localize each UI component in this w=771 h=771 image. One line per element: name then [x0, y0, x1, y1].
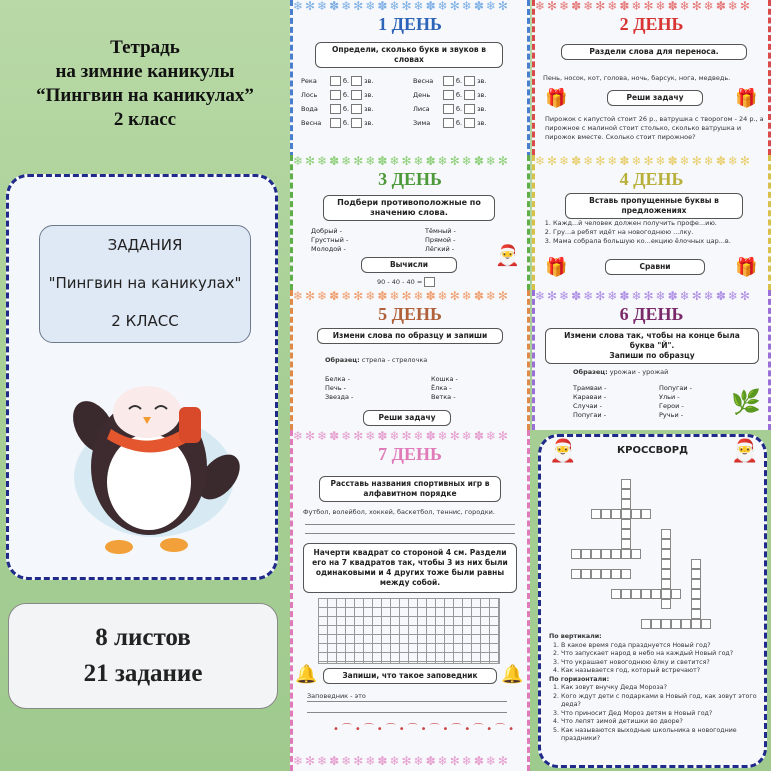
crossword-cell [681, 619, 691, 629]
task-box: Запиши, что такое заповедник [323, 668, 497, 684]
santa-icon: 🎅 [495, 243, 520, 267]
gift-icon: 🎁 [545, 257, 568, 278]
answer-line [305, 533, 515, 534]
crossword-cell [571, 569, 581, 579]
crossword-cell [661, 619, 671, 629]
gift-icon: 🎁 [545, 88, 568, 109]
day-title: 6 ДЕНЬ [619, 304, 684, 324]
bells-icon: 🔔 [295, 664, 318, 685]
grid-paper [318, 598, 500, 664]
title-line: на зимние каникулы [55, 61, 235, 82]
title-line: “Пингвин на каникулах” [36, 85, 254, 106]
crossword-cell [621, 549, 631, 559]
crossword-cell [691, 559, 701, 569]
task-box: Вычисли [361, 257, 457, 273]
sample: Образец: урожаи - урожай [573, 368, 669, 376]
answer-line [305, 524, 515, 525]
task-count: 21 задание [83, 660, 203, 687]
crossword-cell [631, 589, 641, 599]
day-title: 1 ДЕНЬ [378, 14, 442, 34]
sports-words: Футбол, волейбол, хоккей, баскетбол, теннис, городки. [303, 508, 495, 516]
promo-title [10, 36, 280, 132]
cover-line: 2 КЛАСС [111, 312, 179, 330]
crossword-cell [631, 509, 641, 519]
crossword-cell [641, 589, 651, 599]
task-box: Реши задачу [363, 410, 451, 426]
cover-page [6, 174, 278, 580]
word-column-right: Кошка - Ёлка - Ветка - [431, 375, 458, 401]
word-column-left: Белка - Печь - Звезда - [325, 375, 354, 401]
crossword-cell [691, 579, 701, 589]
crossword-cell [661, 589, 671, 599]
crossword-cell [621, 569, 631, 579]
crossword-cell [691, 599, 701, 609]
task-box: Раздели слова для переноса. [561, 44, 747, 60]
crossword-cell [661, 559, 671, 569]
crossword-cell [691, 619, 701, 629]
vertical-clues: 1. В какое время года празднуется Новый год? 2. Что запускает народ в небо на каждый Новый год? 3. Что украшает новогоднюю ёлку и светится? 4. Как называется год, который встречают? [549, 642, 764, 676]
vertical-label: По вертикали: [549, 633, 602, 640]
snowflake-border: ❄✻❄✽❄✻❄✽❄✻❄✽❄✻❄✽❄✻ [535, 0, 752, 13]
santa-icon: 🎅 [549, 439, 577, 464]
crossword-cell [661, 549, 671, 559]
crossword-cell [621, 529, 631, 539]
horizontal-label: По горизонтали: [549, 675, 610, 683]
answer-line [307, 712, 507, 713]
crossword-cell [661, 579, 671, 589]
task-box: Начерти квадрат со стороной 4 см. Раздели его на 7 квадратов так, чтобы 3 из них были одинаковыми и 4 других тоже были равны между собой. [303, 543, 517, 593]
gift-icon: 🎁 [735, 88, 758, 109]
task-box: Расставь названия спортивных игр в алфавитном порядке [319, 476, 501, 502]
sheet-day-2 [532, 0, 771, 155]
snowflake-border: ❄✻❄✽❄✻❄✽❄✻❄✽❄✻❄✽❄✻ [293, 430, 510, 443]
crossword-cell [691, 609, 701, 619]
crossword-cell [671, 619, 681, 629]
crossword-cell [621, 519, 631, 529]
crossword-cell [611, 549, 621, 559]
snowflake-border: ❄✻❄✽❄✻❄✽❄✻❄✽❄✻❄✽❄✻ [535, 290, 752, 303]
fir-branch-icon: 🌿 [731, 388, 761, 416]
sheet-day-5 [290, 290, 530, 430]
crossword-cell [661, 539, 671, 549]
garland-icon: •⌒•⌒•⌒•⌒•⌒•⌒•⌒•⌒• [333, 724, 518, 735]
crossword-cell [661, 569, 671, 579]
crossword-cell [621, 539, 631, 549]
crossword-cell [601, 569, 611, 579]
crossword-cell [641, 619, 651, 629]
cover-title-box [39, 225, 251, 343]
penguin-illustration [59, 367, 249, 557]
sheet-crossword [538, 434, 767, 768]
crossword-cell [621, 489, 631, 499]
crossword-cell [651, 619, 661, 629]
bells-icon: 🔔 [501, 664, 524, 685]
cover-line: ЗАДАНИЯ [107, 236, 183, 254]
crossword-cell [691, 569, 701, 579]
crossword-cell [611, 569, 621, 579]
definition-line: Заповедник - это [307, 692, 507, 702]
crossword-cell [691, 589, 701, 599]
day-title: 4 ДЕНЬ [619, 169, 684, 189]
task-box: Сравни [605, 259, 705, 275]
snowflake-border: ❄✻❄✽❄✻❄✽❄✻❄✽❄✻❄✽❄✻ [535, 155, 752, 168]
crossword-cell [601, 549, 611, 559]
crossword-cell [621, 509, 631, 519]
problem-text: Пирожок с капустой стоит 26 р., ватрушка с творогом - 24 р., а пирожное с малиной стоит столько, сколько ватрушка и пирожок вместе. Сколько стоит пирожное? [545, 115, 764, 141]
words: Пень, носок, кот, голова, ночь, барсук, нога, медведь. [543, 74, 731, 82]
crossword-cell [621, 479, 631, 489]
word-column-left: Добрый - Грустный - Молодой - [311, 227, 349, 253]
snowflake-border: ❄✻❄✽❄✻❄✽❄✻❄✽❄✻❄✽❄✻ [293, 155, 510, 168]
clues [549, 633, 764, 744]
day-title: 7 ДЕНЬ [378, 444, 442, 464]
word-column-right: Попугаи - Ульи - Герои - Ручьи - [659, 384, 692, 419]
day-title: 3 ДЕНЬ [378, 169, 442, 189]
santa-icon: 🎅 [731, 439, 759, 464]
crossword-title: КРОССВОРД [616, 445, 689, 456]
sheet-day-7 [290, 430, 530, 771]
crossword-cell [661, 599, 671, 609]
snowflake-border: ❄✻❄✽❄✻❄✽❄✻❄✽❄✻❄✽❄✻ [293, 290, 510, 303]
word-column-left: Река б. зв. Лось б. зв. Вода б. зв. Весна б. зв. [301, 77, 374, 127]
task-box: Измени слова по образцу и запиши [317, 328, 503, 344]
horizontal-clues: 1. Как зовут внучку Деда Мороза? 2. Кого ждут дети с подарками в Новый год, как зовут этого деда? 3. Что приносит Дед Мороз детям в Новый год? 4. Что лепят зимой детишки во дворе? 5. Как называются выходные школьника в новогодние праздники? [549, 684, 764, 744]
task-box: Вставь пропущенные буквы в предложениях [565, 193, 743, 219]
crossword-cell [701, 619, 711, 629]
sheet-day-6 [532, 290, 771, 430]
crossword-cell [631, 549, 641, 559]
day-title: 2 ДЕНЬ [619, 14, 684, 34]
crossword-cell [611, 589, 621, 599]
crossword-cell [591, 549, 601, 559]
crossword-cell [671, 589, 681, 599]
sheet-day-4 [532, 155, 771, 290]
crossword-cell [591, 509, 601, 519]
crossword-cell [621, 589, 631, 599]
crossword-cell [661, 529, 671, 539]
crossword-cell [581, 549, 591, 559]
task-box: Измени слова так, чтобы на конце была буква "Й". Запиши по образцу [545, 328, 759, 364]
word-column-right: Весна б. зв. День б. зв. Лиса б. зв. Зима б. зв. [413, 77, 487, 127]
gift-icon: 🎁 [735, 257, 758, 278]
crossword-cell [571, 549, 581, 559]
sentence-list: 1. Кажд...й человек должен получить профе...ию. 2. Гру...а ребят идёт на новогоднюю ...лку. 3. Мама собрала большую ко...екцию ёлочных цар...в. [541, 219, 771, 246]
task-box: Определи, сколько букв и звуков в словах [315, 42, 503, 68]
crossword-cell [621, 499, 631, 509]
task-box: Подбери противоположные по значению слова. [323, 195, 495, 221]
title-line: Тетрадь [110, 37, 180, 58]
sheet-day-3 [290, 155, 530, 290]
sheet-day-1 [290, 0, 530, 158]
word-column-left: Трамваи - Караваи - Случаи - Попугаи - [573, 384, 607, 419]
sample: Образец: стрела - стрелочка [325, 356, 428, 364]
snowflake-border: ❄✻❄✽❄✻❄✽❄✻❄✽❄✻❄✽❄✻ [293, 755, 510, 768]
sheet-count-box [8, 603, 278, 709]
title-line: 2 класс [113, 109, 177, 130]
crossword-cell [581, 569, 591, 579]
task-box: Реши задачу [607, 90, 703, 106]
crossword-cell [591, 569, 601, 579]
day-title: 5 ДЕНЬ [378, 304, 442, 324]
snowflake-border: ❄✻❄✽❄✻❄✽❄✻❄✽❄✻❄✽❄✻ [293, 0, 510, 13]
crossword-cell [641, 509, 651, 519]
cover-line: "Пингвин на каникулах" [48, 274, 242, 292]
sheet-count: 8 листов [95, 624, 191, 651]
expression: 90 - 40 - 40 = [377, 277, 437, 287]
crossword-cell [611, 509, 621, 519]
crossword-cell [601, 509, 611, 519]
crossword-cell [651, 589, 661, 599]
word-column-right: Тёмный - Прямой - Лёгкий - [425, 227, 456, 253]
